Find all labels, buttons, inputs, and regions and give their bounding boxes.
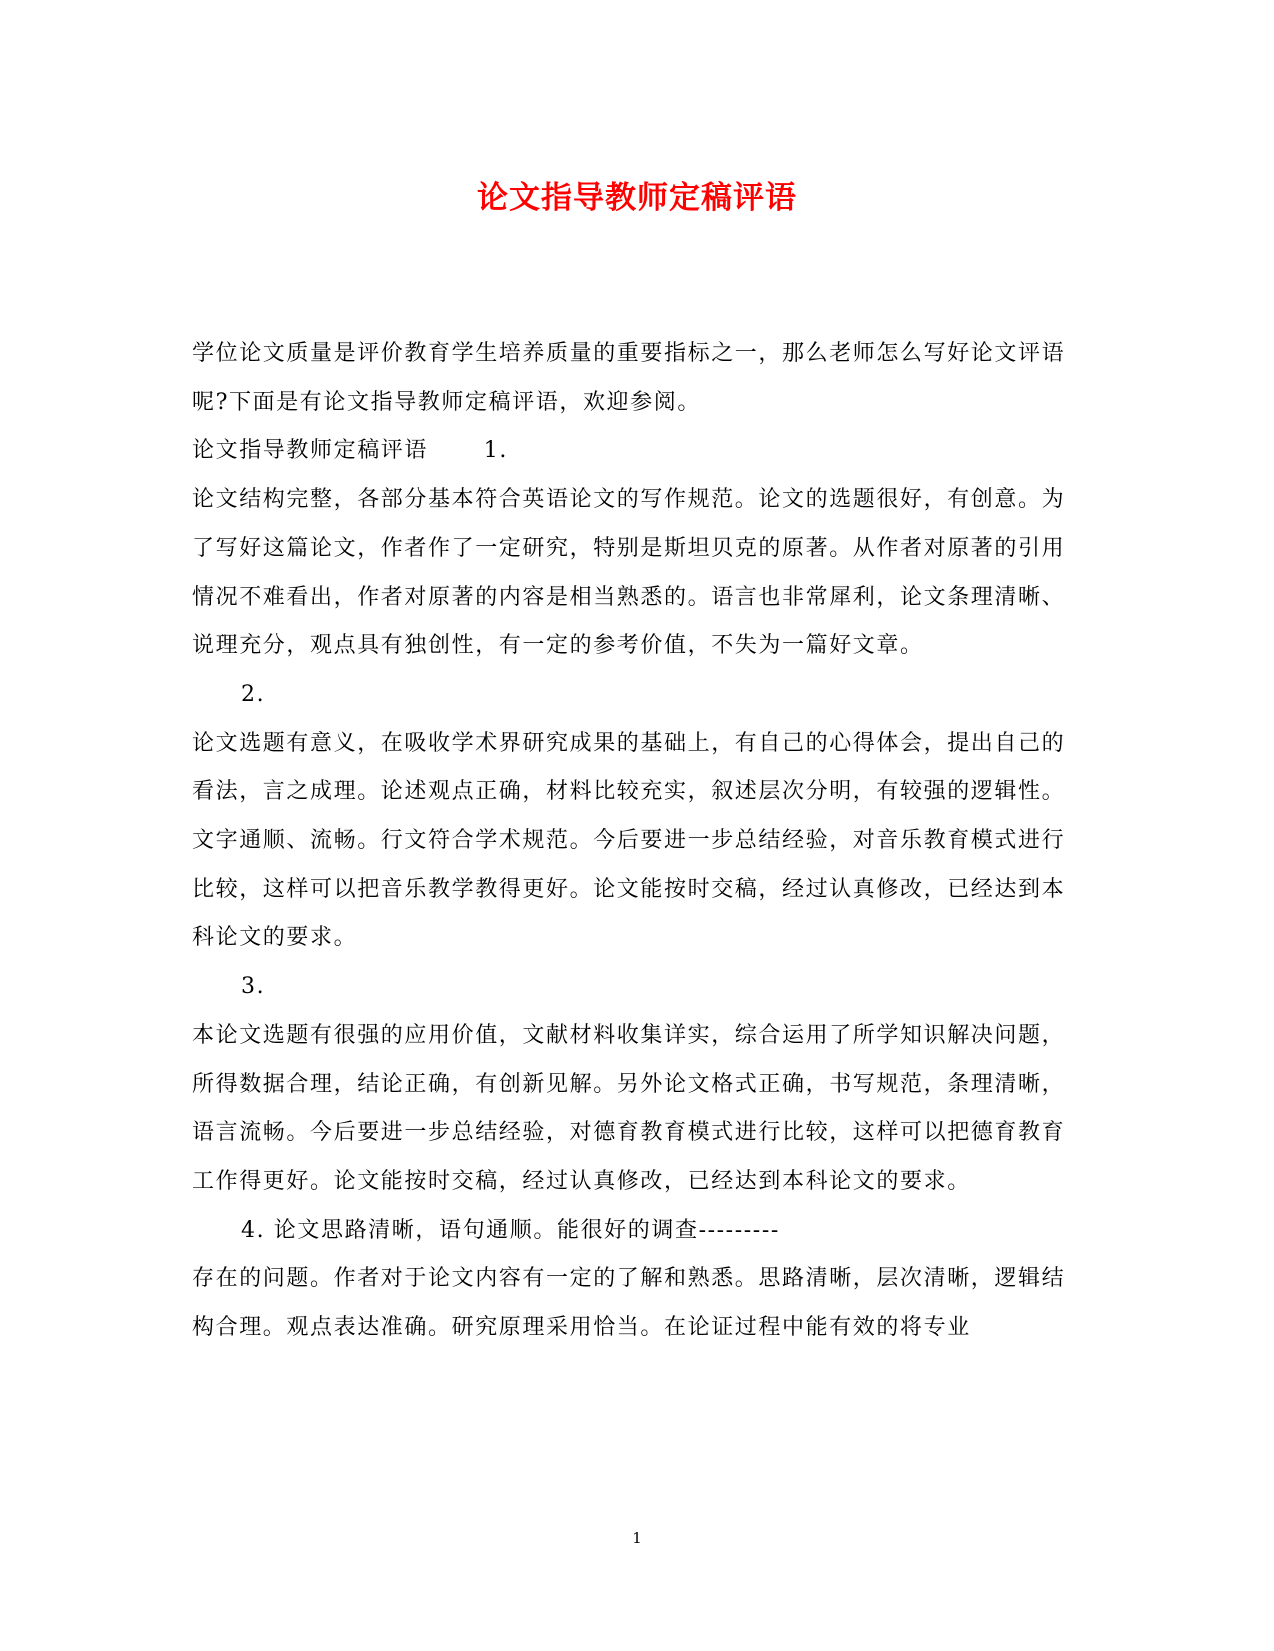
comment-paragraph-4: 存在的问题。作者对于论文内容有一定的了解和熟悉。思路清晰，层次清晰，逻辑结构合理。观点表达准确。研究原理采用恰当。在论证过程中能有效的将专业 [192,1266,1066,1341]
comment-paragraph-2: 论文选题有意义，在吸收学术界研究成果的基础上，有自己的心得体会，提出自己的看法，言之成理。论述观点正确，材料比较充实，叙述层次分明，有较强的逻辑性。文字通顺、流畅。行文符合学术规范。今后要进一步总结经验，对音乐教育模式进行比较，这样可以把音乐教学教得更好。论文能按时交稿，经过认真修改，已经达到本科论文的要求。 [192,730,1066,951]
section-heading: 论文指导教师定稿评语 1. [192,438,508,464]
document-body [192,330,1068,1353]
page-number: 1 [632,1529,642,1547]
comment-paragraph-3: 本论文选题有很强的应用价值，文献材料收集详实，综合运用了所学知识解决问题，所得数据合理，结论正确，有创新见解。另外论文格式正确，书写规范，条理清晰，语言流畅。今后要进一步总结经验，对德育教育模式进行比较，这样可以把德育教育工作得更好。论文能按时交稿，经过认真修改，已经达到本科论文的要求。 [192,1022,1066,1194]
item-number-2: 2. [241,681,266,707]
item-number-4: 4. 论文思路清晰，语句通顺。能很好的调查--------- [241,1217,780,1243]
comment-paragraph-1: 论文结构完整，各部分基本符合英语论文的写作规范。论文的选题很好，有创意。为了写好这篇论文，作者作了一定研究，特别是斯坦贝克的原著。从作者对原著的引用情况不难看出，作者对原著的内容是相当熟悉的。语言也非常犀利，论文条理清晰、说理充分，观点具有独创性，有一定的参考价值，不失为一篇好文章。 [192,487,1066,659]
intro-paragraph: 学位论文质量是评价教育学生培养质量的重要指标之一，那么老师怎么写好论文评语呢?下面是有论文指导教师定稿评语，欢迎参阅。 [192,341,1066,415]
document-title: 论文指导教师定稿评语 [477,180,797,216]
item-number-3: 3. [241,974,266,1000]
